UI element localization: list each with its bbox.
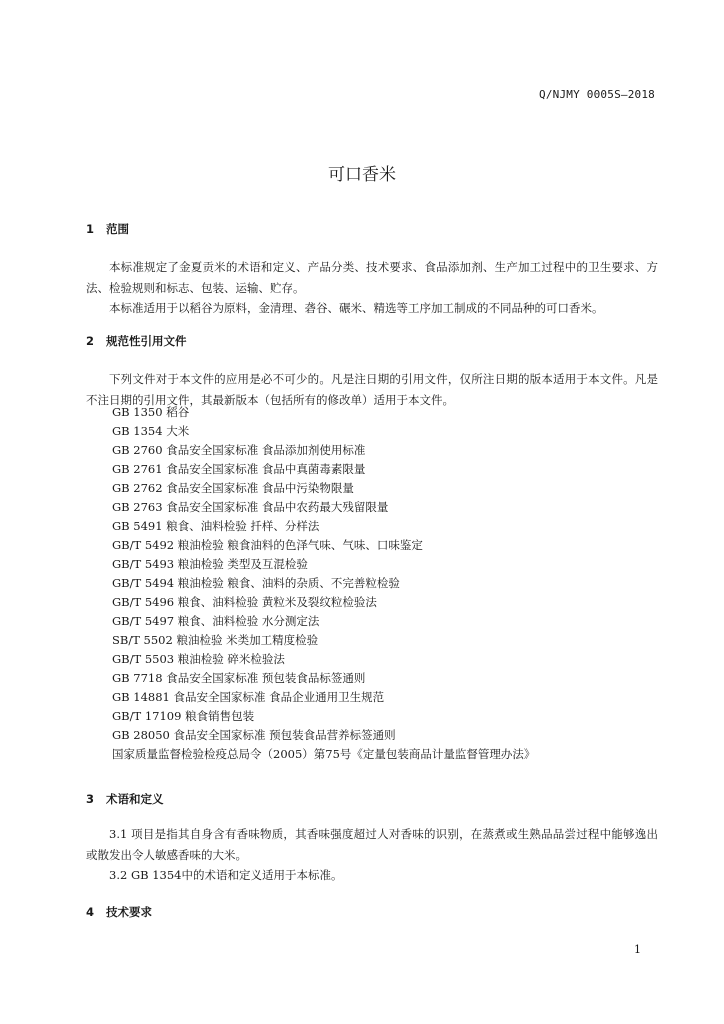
section-3-body [86, 824, 658, 886]
section-title: 范围 [106, 222, 129, 236]
standard-number: Q/NJMY 0005S—2018 [539, 88, 655, 101]
section-2-heading [86, 333, 187, 349]
section-number: 3 [86, 792, 95, 806]
reference-item: SB/T 5502 粮油检验 米类加工精度检验 [112, 633, 319, 647]
paragraph: 3.1 项目是指其自身含有香味物质，其香味强度超过人对香味的识别，在蒸煮或生熟品品尝过程中能够逸出或散发出令人敏感香味的大米。 [86, 827, 658, 862]
document-title: 可口香米 [328, 165, 396, 185]
paragraph: 下列文件对于本文件的应用是必不可少的。凡是注日期的引用文件，仅所注日期的版本适用于本文件。凡是不注日期的引用文件，其最新版本（包括所有的修改单）适用于本文件。 [86, 372, 658, 407]
reference-item: GB 1354 大米 [112, 424, 190, 438]
reference-list [112, 403, 535, 764]
reference-item: GB 2760 食品安全国家标准 食品添加剂使用标准 [112, 443, 366, 457]
reference-item: GB 1350 稻谷 [112, 405, 190, 419]
reference-item: GB/T 5503 粮油检验 碎米检验法 [112, 652, 285, 666]
reference-item: GB 2763 食品安全国家标准 食品中农药最大残留限量 [112, 500, 389, 514]
reference-item: GB 5491 粮食、油料检验 扦样、分样法 [112, 519, 320, 533]
paragraph: 本标准规定了金夏贡米的术语和定义、产品分类、技术要求、食品添加剂、生产加工过程中的卫生要求、方法、检验规则和标志、包装、运输、贮存。 [86, 260, 658, 295]
section-title: 技术要求 [106, 905, 152, 919]
reference-item: GB 2762 食品安全国家标准 食品中污染物限量 [112, 481, 354, 495]
reference-item: GB/T 5497 粮食、油料检验 水分测定法 [112, 614, 320, 628]
reference-item: GB/T 5492 粮油检验 粮食油料的色泽气味、气味、口味鉴定 [112, 538, 423, 552]
section-number: 2 [86, 334, 95, 348]
paragraph: 本标准适用于以稻谷为原料，金清理、砻谷、碾米、精选等工序加工制成的不同品种的可口香米。 [109, 301, 604, 315]
reference-item: GB/T 5496 粮食、油料检验 黄粒米及裂纹粒检验法 [112, 595, 377, 609]
reference-item: GB 2761 食品安全国家标准 食品中真菌毒素限量 [112, 462, 366, 476]
page-number: 1 [634, 943, 641, 956]
section-1-body [86, 257, 658, 319]
section-4-heading [86, 904, 152, 920]
reference-item: GB 7718 食品安全国家标准 预包装食品标签通则 [112, 671, 366, 685]
section-number: 4 [86, 905, 95, 919]
reference-item: GB/T 5494 粮油检验 粮食、油料的杂质、不完善粒检验 [112, 576, 400, 590]
section-title: 术语和定义 [106, 792, 164, 806]
reference-item: GB/T 17109 粮食销售包装 [112, 709, 255, 723]
reference-item: GB/T 5493 粮油检验 类型及互混检验 [112, 557, 308, 571]
reference-item: GB 28050 食品安全国家标准 预包装食品营养标签通则 [112, 728, 396, 742]
section-number: 1 [86, 222, 95, 236]
section-3-heading [86, 791, 164, 807]
reference-item: GB 14881 食品安全国家标准 食品企业通用卫生规范 [112, 690, 385, 704]
reference-item: 国家质量监督检验检疫总局令（2005）第75号《定量包装商品计量监督管理办法》 [112, 747, 536, 761]
paragraph: 3.2 GB 1354中的术语和定义适用于本标准。 [109, 868, 343, 882]
section-1-heading [86, 221, 129, 237]
section-title: 规范性引用文件 [106, 334, 187, 348]
